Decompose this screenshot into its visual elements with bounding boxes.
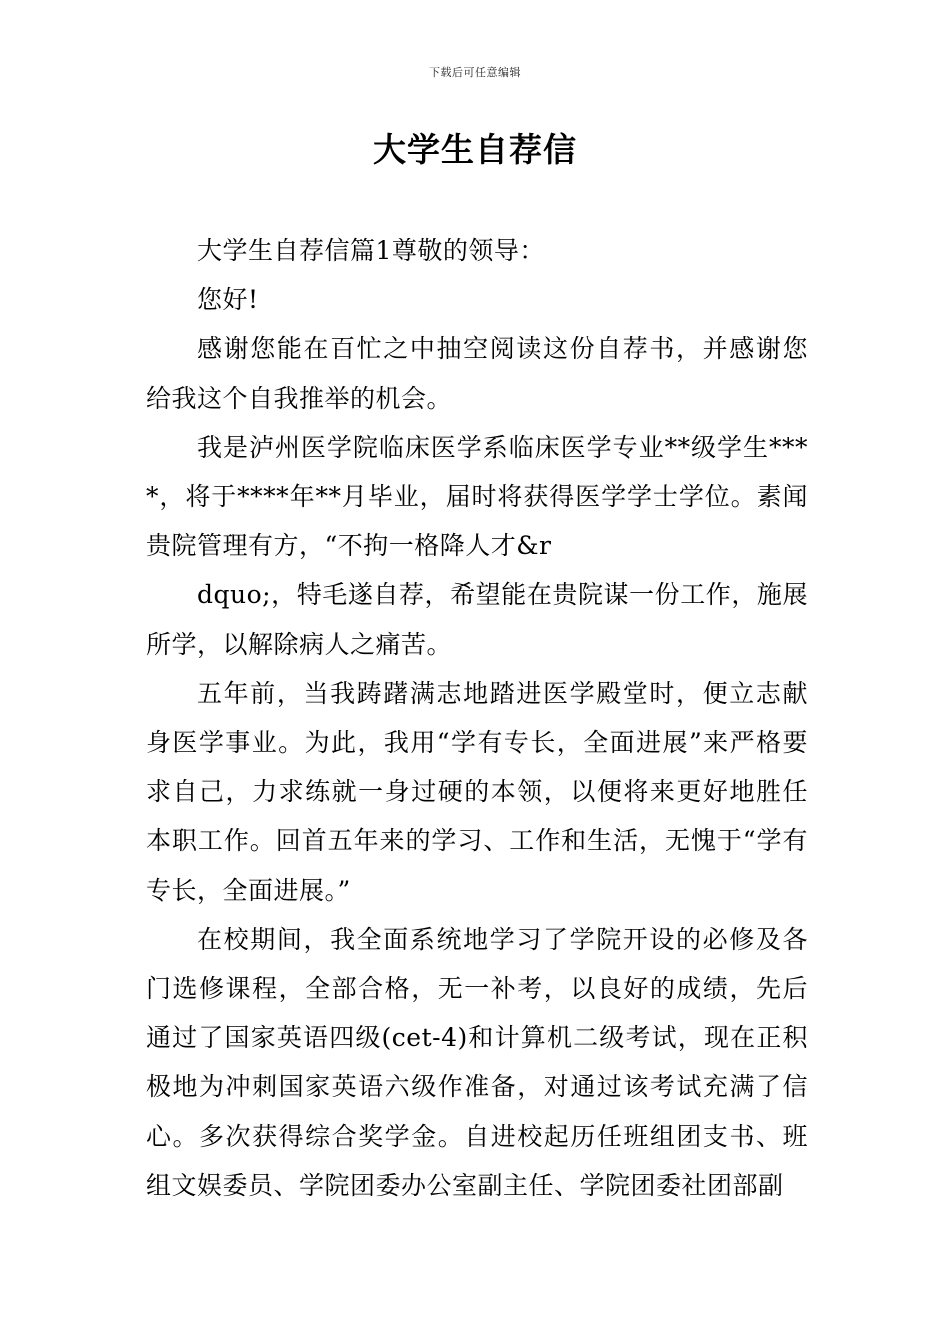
- document-title: 大学生自荐信: [373, 130, 577, 169]
- paragraph-greeting: 您好!: [197, 285, 259, 315]
- paragraph-introduction-continued: dquo;，特毛遂自荐，希望能在贵院谋一份工作，施展所学，以解除病人之痛苦。: [146, 580, 808, 659]
- paragraph-aspiration: 五年前，当我踌躇满志地踏进医学殿堂时，便立志献身医学事业。为此，我用“学有专长，全面进展”来严格要求自己，力求练就一身过硬的本领，以便将来更好地胜任本职工作。回首五年来的学习、工作和生活，无愧于“学有专长，全面进展。”: [146, 678, 808, 905]
- header-note: 下载后可任意编辑: [429, 66, 521, 79]
- paragraph-thanks: 感谢您能在百忙之中抽空阅读这份自荐书，并感谢您给我这个自我推举的机会。: [146, 334, 808, 413]
- paragraph-studies: 在校期间，我全面系统地学习了学院开设的必修及各门选修课程，全部合格，无一补考，以良好的成绩，先后通过了国家英语四级(cet-4)和计算机二级考试，现在正积极地为冲刺国家英语六级作准备，对通过该考试充满了信心。多次获得综合奖学金。自进校起历任班组团支书、班组文娱委员、学院团委办公室副主任、学院团委社团部副: [146, 924, 808, 1200]
- paragraph-introduction: 我是泸州医学院临床医学系临床医学专业**级学生****，将于****年**月毕业，届时将获得医学学士学位。素闻贵院管理有方，“不拘一格降人才&r: [146, 432, 808, 561]
- document-body: [146, 226, 808, 1210]
- paragraph-salutation: 大学生自荐信篇1尊敬的领导：: [197, 236, 545, 265]
